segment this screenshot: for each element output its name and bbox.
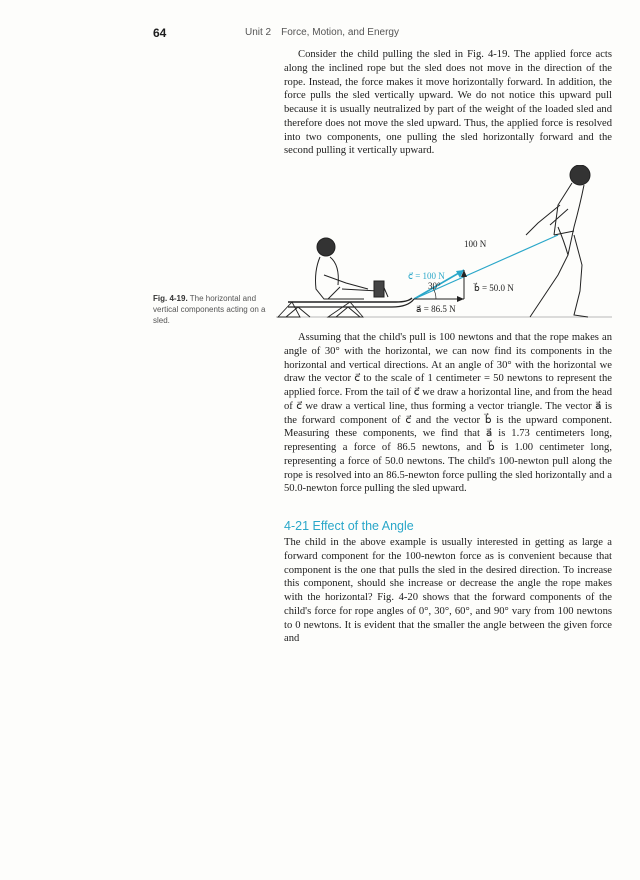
label-vector-c: c⃗ = 100 N bbox=[408, 271, 445, 281]
running-head bbox=[245, 27, 399, 38]
pulling-child-illustration bbox=[526, 165, 590, 317]
label-angle: 30° bbox=[428, 281, 441, 291]
label-vector-a: a⃗ = 86.5 N bbox=[416, 304, 456, 314]
caption-label: Fig. 4-19. bbox=[153, 294, 188, 303]
vector-a-arrowhead bbox=[457, 296, 464, 302]
unit-title: Force, Motion, and Energy bbox=[281, 27, 399, 38]
page-number: 64 bbox=[153, 26, 167, 40]
paragraph-intro bbox=[284, 48, 612, 158]
figure-sled-vectors bbox=[268, 165, 612, 330]
caption-text: The horizontal and vertical components acting on a sled. bbox=[153, 294, 266, 325]
paragraph-angle bbox=[284, 536, 612, 646]
paragraph-3-text: The child in the above example is usually interested in getting as large a forward component for the 100-newton force as is convenient because that component is the one that pulls the sled in the desired direction. To increase this component, should she increase or decrease the angle the rope makes with the horizontal? Fig. 4-20 shows that the forward components of the child's force for rope angles of 0°, 30°, 60°, and 90° vary from 100 newtons to 0 newtons. It is evident that the smaller the angle between the given force and bbox=[284, 537, 612, 645]
section-heading: 4-21 Effect of the Angle bbox=[284, 519, 414, 533]
paragraph-2-text: Assuming that the child's pull is 100 newtons and that the rope makes an angle of 30° with the horizontal, we can now find its components in the horizontal and vertical directions. At an angle of 30° with the horizontal we draw the vector c⃗ to the scale of 1 centimeter = 50 newtons to represent the applied force. From the tail of c⃗ we draw a horizontal line, and from the head of c⃗ we draw a vertical line, thus forming a vector triangle. The vector a⃗ is the forward component of c⃗ and the vector b⃗ is the upward component. Measuring these components, we find that a⃗ is 1.73 centimeters long, representing a force of 86.5 newtons, and b⃗ is 1.00 centimeter long, representing a force of 50.0 newtons. The child's 100-newton pull along the rope is resolved into an 86.5-newton force pulling the sled horizontally and a 50.0-newton force pulling the sled upward. bbox=[284, 332, 612, 495]
sled-leg-left bbox=[286, 307, 310, 317]
paragraph-1-text: Consider the child pulling the sled in Fig. 4-19. The applied force acts along the inclined rope but the sled does not move in the direction of the rope. Instead, the force makes it move horizontally forward. In addition, the force pulls the sled vertically upward. We do not notice this upward pull because it is usually neutralized by part of the weight of the loaded sled and therefore does not move the sled upward. Thus, the applied force is resolved into two components, one pulling the sled horizontally forward and the second pulling it vertically upward. bbox=[284, 49, 612, 157]
sitting-child-illustration bbox=[316, 238, 389, 299]
sled-diagram bbox=[268, 165, 612, 330]
label-rope-force: 100 N bbox=[464, 239, 487, 249]
paragraph-components bbox=[284, 331, 612, 496]
label-vector-b: b⃗ = 50.0 N bbox=[474, 283, 514, 293]
unit-label: Unit 2 bbox=[245, 27, 272, 38]
figure-caption bbox=[153, 293, 271, 326]
sled-leg-right bbox=[336, 307, 360, 317]
